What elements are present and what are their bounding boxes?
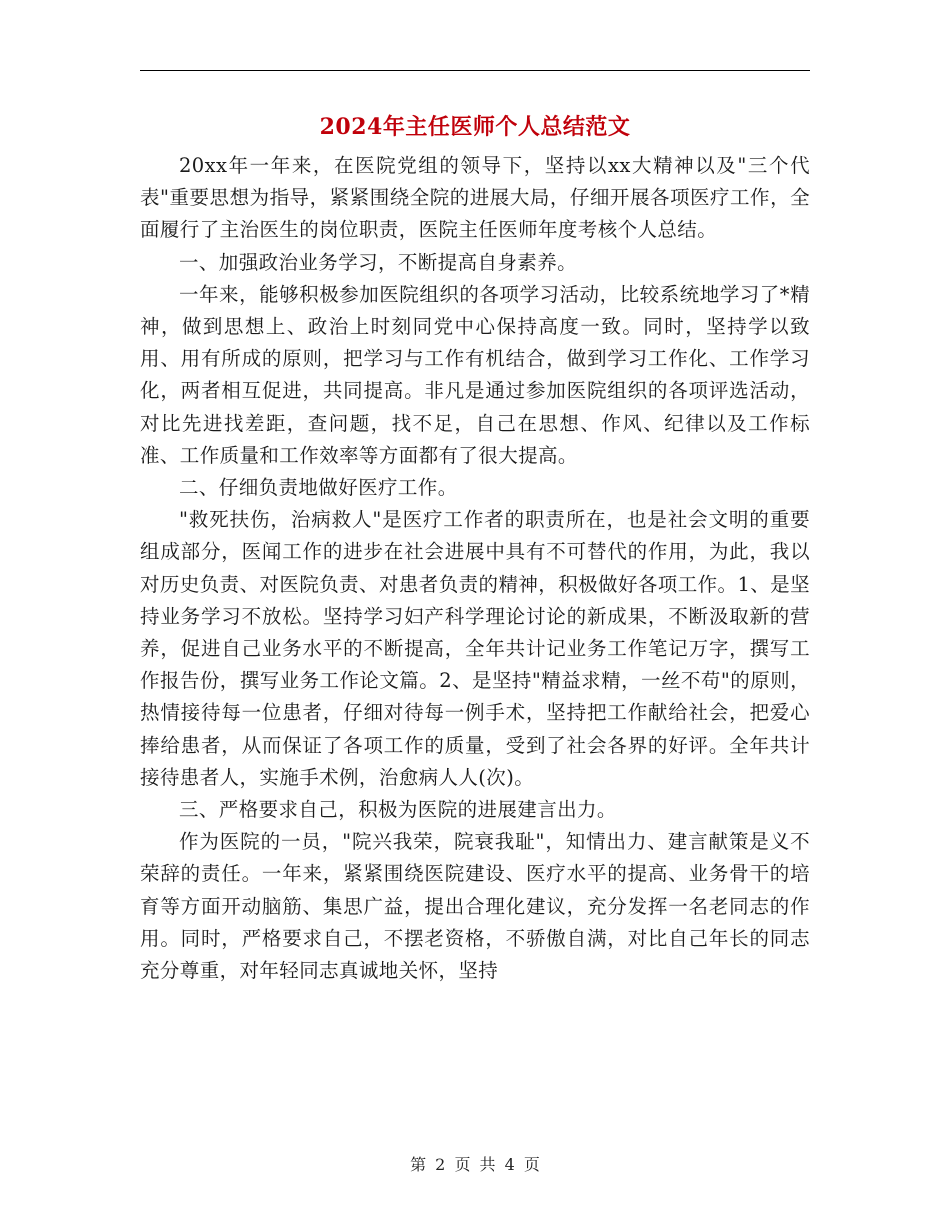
section-3-paragraph: 作为医院的一员，"院兴我荣，院衰我耻"，知情出力、建言献策是义不荣辞的责任。一年来，紧紧围绕医院建设、医疗水平的提高、业务骨干的培育等方面开动脑筋、集思广益，提出合理化建议，充分发挥一名老同志的作用。同时，严格要求自己，不摆老资格，不骄傲自满，对比自己年长的同志充分尊重，对年轻同志真诚地关怀，坚持 — [140, 830, 810, 983]
section-heading-2: 二、仔细负责地做好医疗工作。 — [179, 476, 458, 500]
intro-paragraph: 20xx年一年来，在医院党组的领导下，坚持以xx大精神以及"三个代表"重要思想为指导，紧紧围绕全院的进展大局，仔细开展各项医疗工作，全面履行了主治医生的岗位职责，医院主任医师年度考核个人总结。 — [140, 154, 810, 242]
section-heading-1: 一、加强政治业务学习，不断提高自身素养。 — [179, 250, 578, 274]
document-body — [140, 150, 810, 987]
section-1-paragraph: 一年来，能够积极参加医院组织的各项学习活动，比较系统地学习了*精神，做到思想上、政治上时刻同党中心保持高度一致。同时，坚持学以致用、用有所成的原则，把学习与工作有机结合，做到学习工作化、工作学习化，两者相互促进，共同提高。非凡是通过参加医院组织的各项评选活动，对比先进找差距，查问题，找不足，自己在思想、作风、纪律以及工作标准、工作质量和工作效率等方面都有了很大提高。 — [140, 282, 810, 467]
page-number-footer: 第 2 页 共 4 页 — [410, 1155, 540, 1174]
section-2-paragraph: "救死扶伤，治病救人"是医疗工作者的职责所在，也是社会文明的重要组成部分，医闻工作的进步在社会进展中具有不可替代的作用，为此，我以对历史负责、对医院负责、对患者负责的精神，积极做好各项工作。1、是坚持业务学习不放松。坚持学习妇产科学理论讨论的新成果，不断汲取新的营养，促进自己业务水平的不断提高，全年共计记业务工作笔记万字，撰写工作报告份，撰写业务工作论文篇。2、是坚持"精益求精，一丝不苟"的原则，热情接待每一位患者，仔细对待每一例手术，坚持把工作献给社会，把爱心捧给患者，从而保证了各项工作的质量，受到了社会各界的好评。全年共计接待患者人，实施手术例，治愈病人人(次)。 — [140, 508, 810, 789]
document-title: 2024年主任医师个人总结范文 — [319, 114, 631, 140]
header-rule — [140, 70, 810, 71]
section-heading-3: 三、严格要求自己，积极为医院的进展建言出力。 — [179, 798, 617, 822]
